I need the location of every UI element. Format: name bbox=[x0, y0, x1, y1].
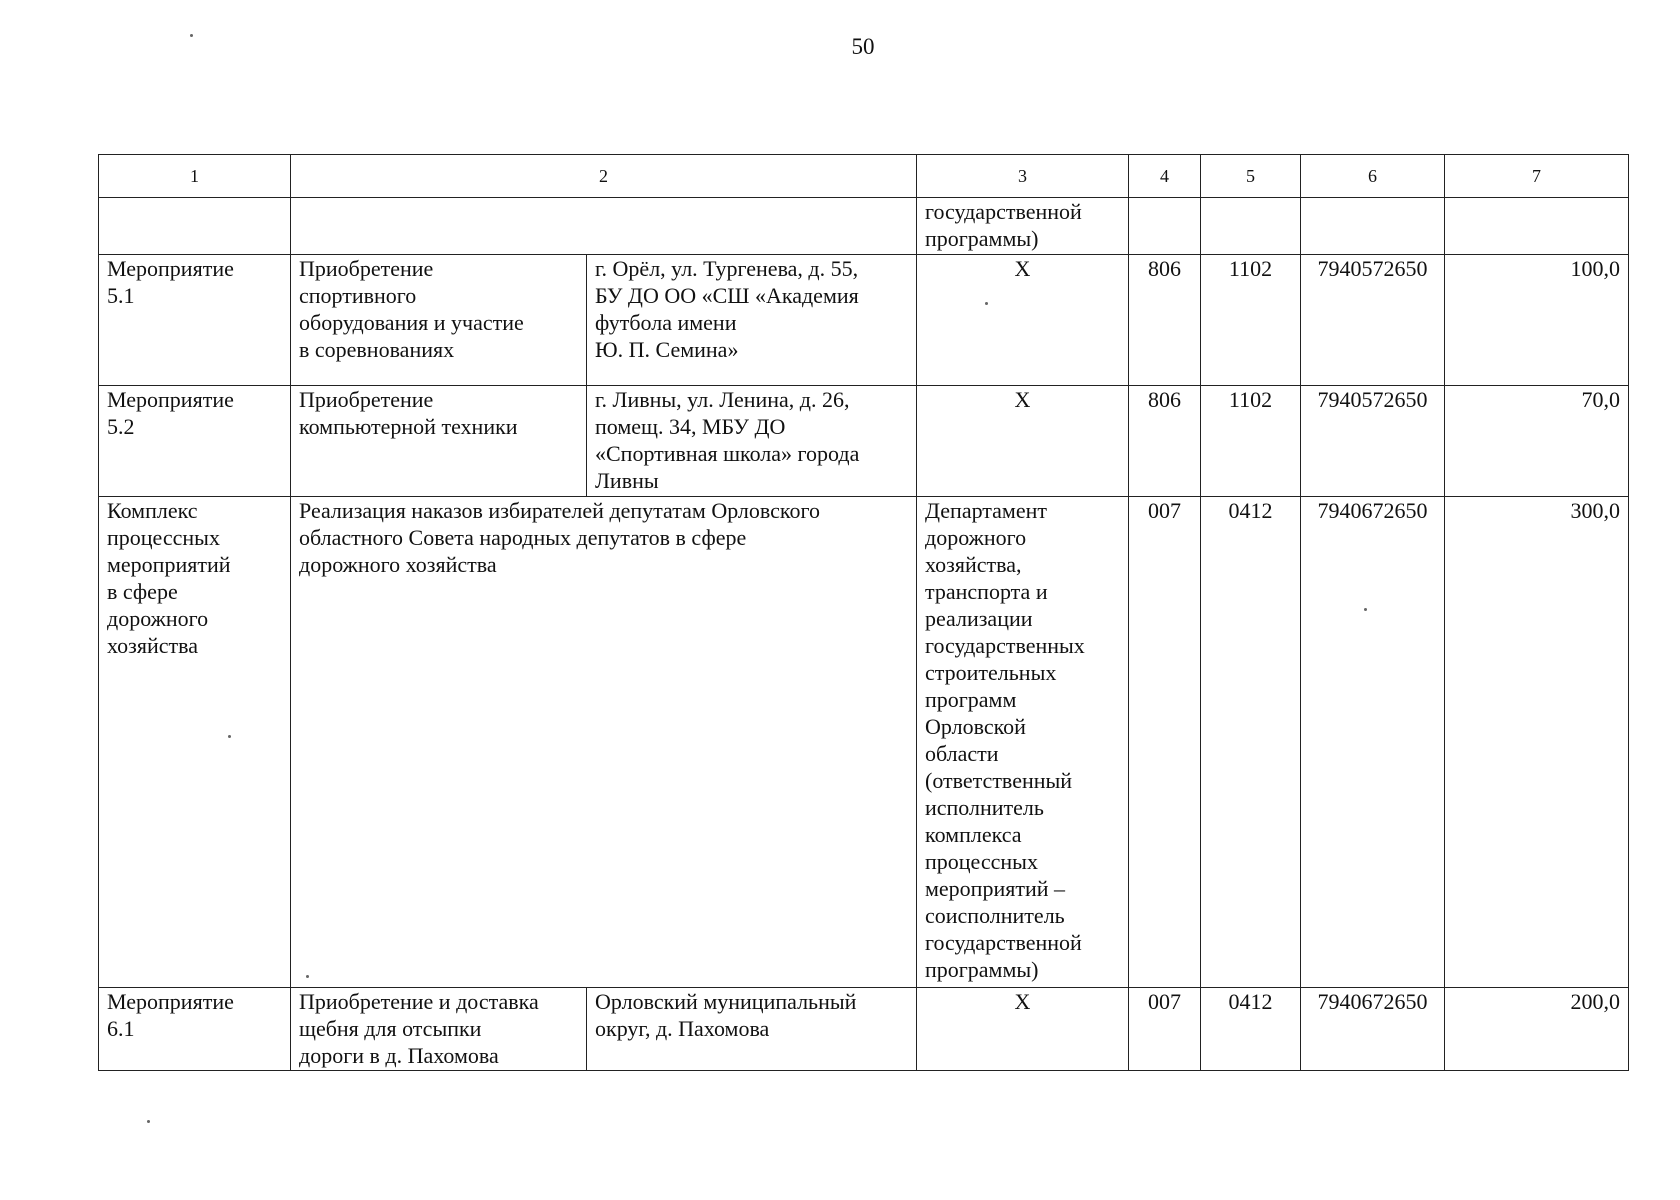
page-number: 50 bbox=[851, 34, 875, 59]
scan-speck bbox=[147, 1120, 150, 1123]
cell-description: Приобретение и доставка щебня для отсыпки дороги в д. Пахомова bbox=[291, 988, 587, 1071]
cell-empty bbox=[99, 198, 291, 255]
cell-empty bbox=[1201, 198, 1301, 255]
cell-description: Реализация наказов избирателей депутатам Орловского областного Совета народных депутатов в сфере дорожного хозяйства bbox=[291, 497, 917, 988]
cell-empty bbox=[1301, 198, 1445, 255]
cell-code-6: 7940672650 bbox=[1301, 497, 1445, 988]
scan-speck bbox=[228, 735, 231, 738]
header-col-4: 4 bbox=[1129, 155, 1201, 198]
header-col-2: 2 bbox=[291, 155, 917, 198]
cell-responsible: Х bbox=[917, 988, 1129, 1071]
cell-responsible: Х bbox=[917, 255, 1129, 386]
cell-code-5: 1102 bbox=[1201, 386, 1301, 497]
cell-amount: 300,0 bbox=[1445, 497, 1629, 988]
header-col-5: 5 bbox=[1201, 155, 1301, 198]
scan-speck bbox=[306, 975, 309, 978]
cell-responsible: государственной программы) bbox=[917, 198, 1129, 255]
cell-amount: 100,0 bbox=[1445, 255, 1629, 386]
table-row bbox=[99, 386, 1629, 497]
cell-code-6: 7940572650 bbox=[1301, 255, 1445, 386]
table-row bbox=[99, 988, 1629, 1071]
cell-empty bbox=[1129, 198, 1201, 255]
cell-name: Мероприятие 5.2 bbox=[99, 386, 291, 497]
cell-code-4: 007 bbox=[1129, 988, 1201, 1071]
cell-responsible: Департамент дорожного хозяйства, транспорта и реализации государственных строительных программ Орловской области (ответственный исполнитель комплекса процессных мероприятий – соисполнитель государственной программы) bbox=[917, 497, 1129, 988]
cell-name: Мероприятие 5.1 bbox=[99, 255, 291, 386]
cell-code-5: 0412 bbox=[1201, 988, 1301, 1071]
scan-speck bbox=[1364, 608, 1367, 611]
budget-table bbox=[98, 154, 1629, 1071]
table-row bbox=[99, 255, 1629, 386]
cell-amount: 70,0 bbox=[1445, 386, 1629, 497]
cell-code-6: 7940572650 bbox=[1301, 386, 1445, 497]
cell-code-4: 007 bbox=[1129, 497, 1201, 988]
scan-speck bbox=[190, 34, 193, 37]
scan-speck bbox=[985, 302, 988, 305]
cell-location: Орловский муниципальный округ, д. Пахомова bbox=[587, 988, 917, 1071]
cell-location: г. Орёл, ул. Тургенева, д. 55, БУ ДО ОО «СШ «Академия футбола имени Ю. П. Семина» bbox=[587, 255, 917, 386]
cell-empty bbox=[1445, 198, 1629, 255]
cell-amount: 200,0 bbox=[1445, 988, 1629, 1071]
table-row-continuation bbox=[99, 198, 1629, 255]
cell-description: Приобретение спортивного оборудования и участие в соревнованиях bbox=[291, 255, 587, 386]
cell-code-4: 806 bbox=[1129, 255, 1201, 386]
cell-name: Комплекс процессных мероприятий в сфере дорожного хозяйства bbox=[99, 497, 291, 988]
cell-empty bbox=[291, 198, 917, 255]
header-col-3: 3 bbox=[917, 155, 1129, 198]
header-col-7: 7 bbox=[1445, 155, 1629, 198]
cell-code-6: 7940672650 bbox=[1301, 988, 1445, 1071]
cell-code-5: 0412 bbox=[1201, 497, 1301, 988]
table-row bbox=[99, 497, 1629, 988]
header-col-6: 6 bbox=[1301, 155, 1445, 198]
cell-code-4: 806 bbox=[1129, 386, 1201, 497]
cell-description: Приобретение компьютерной техники bbox=[291, 386, 587, 497]
cell-name: Мероприятие 6.1 bbox=[99, 988, 291, 1071]
cell-responsible: Х bbox=[917, 386, 1129, 497]
header-col-1: 1 bbox=[99, 155, 291, 198]
table-header-row bbox=[99, 155, 1629, 198]
cell-code-5: 1102 bbox=[1201, 255, 1301, 386]
cell-location: г. Ливны, ул. Ленина, д. 26, помещ. 34, МБУ ДО «Спортивная школа» города Ливны bbox=[587, 386, 917, 497]
